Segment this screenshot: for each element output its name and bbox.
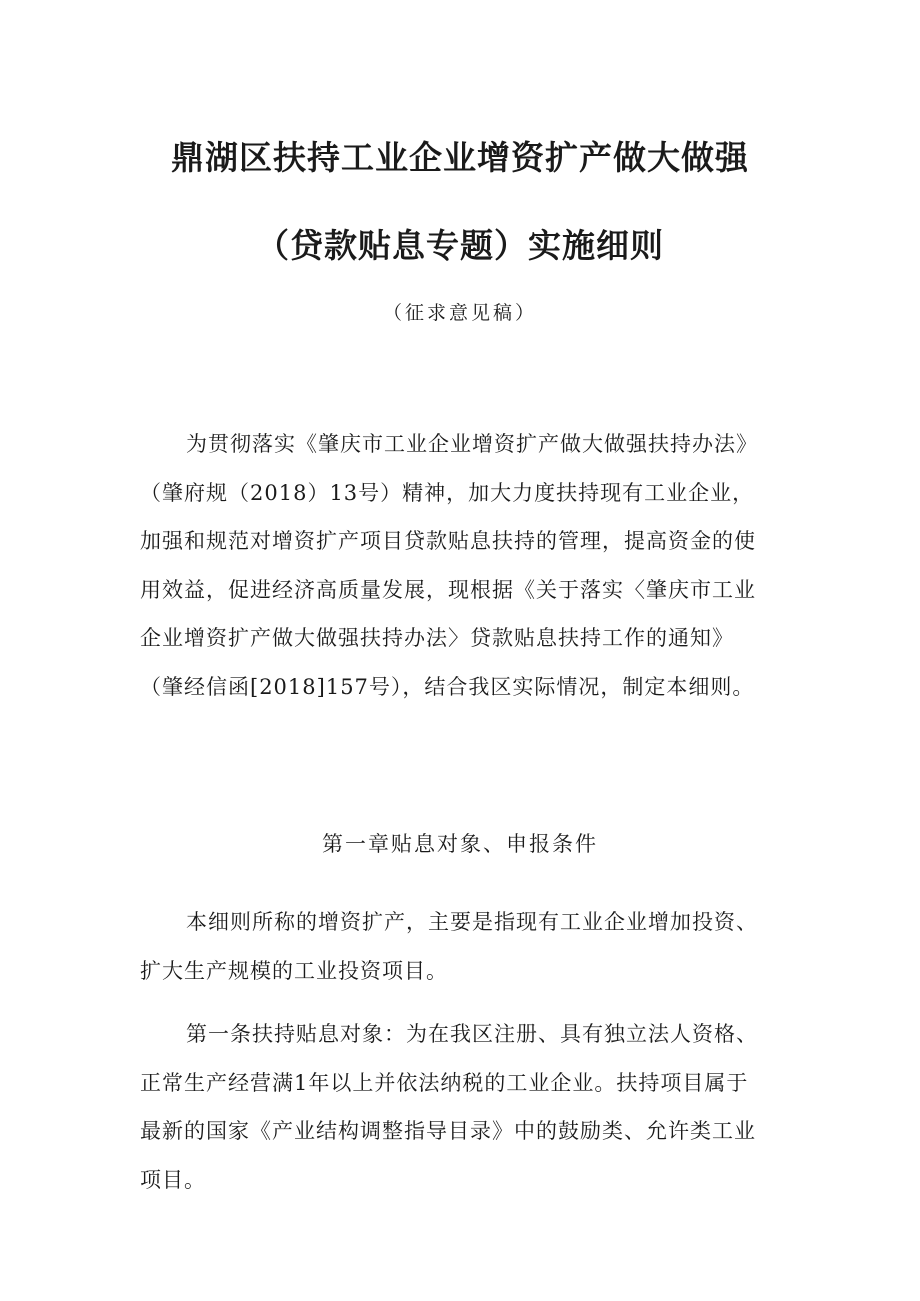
paragraph-line: 最新的国家《产业结构调整指导目录》中的鼓励类、允许类工业 bbox=[140, 1119, 756, 1143]
paragraph-line: 用效益，促进经济高质量发展，现根据《关于落实〈肇庆市工业 bbox=[140, 577, 756, 602]
paragraph-line: 第一条扶持贴息对象：为在我区注册、具有独立法人资格、 bbox=[186, 1022, 758, 1046]
document-subtitle: （征求意见稿） bbox=[382, 302, 537, 324]
paragraph-line: 为贯彻落实《肇庆市工业企业增资扩产做大做强扶持办法》 bbox=[186, 432, 758, 456]
intro-paragraph bbox=[140, 420, 758, 711]
paragraph-line: 正常生产经营满1年以上并依法纳税的工业企业。扶持项目属于 bbox=[140, 1070, 749, 1095]
paragraph-line: 本细则所称的增资扩产，主要是指现有工业企业增加投资、 bbox=[186, 910, 758, 934]
article-1-paragraph bbox=[140, 1010, 758, 1204]
chapter-heading: 第一章贴息对象、申报条件 bbox=[322, 832, 598, 856]
paragraph-line: 加强和规范对增资扩产项目贷款贴息扶持的管理，提高资金的使 bbox=[140, 529, 756, 553]
paragraph-line: （肇经信函[2018]157号），结合我区实际情况，制定本细则。 bbox=[140, 674, 755, 699]
paragraph-line: （肇府规（2018）13号）精神，加大力度扶持现有工业企业， bbox=[140, 480, 755, 505]
paragraph-line: 项目。 bbox=[140, 1167, 206, 1192]
document-title-line-1: 鼎湖区扶持工业企业增资扩产做大做强 bbox=[171, 138, 749, 177]
paragraph-line: 企业增资扩产做大做强扶持办法〉贷款贴息扶持工作的通知》 bbox=[140, 626, 734, 650]
paragraph-line: 扩大生产规模的工业投资项目。 bbox=[140, 958, 448, 983]
document-title-line-2: （贷款贴息专题）实施细则 bbox=[256, 226, 664, 265]
definition-paragraph bbox=[140, 898, 758, 995]
